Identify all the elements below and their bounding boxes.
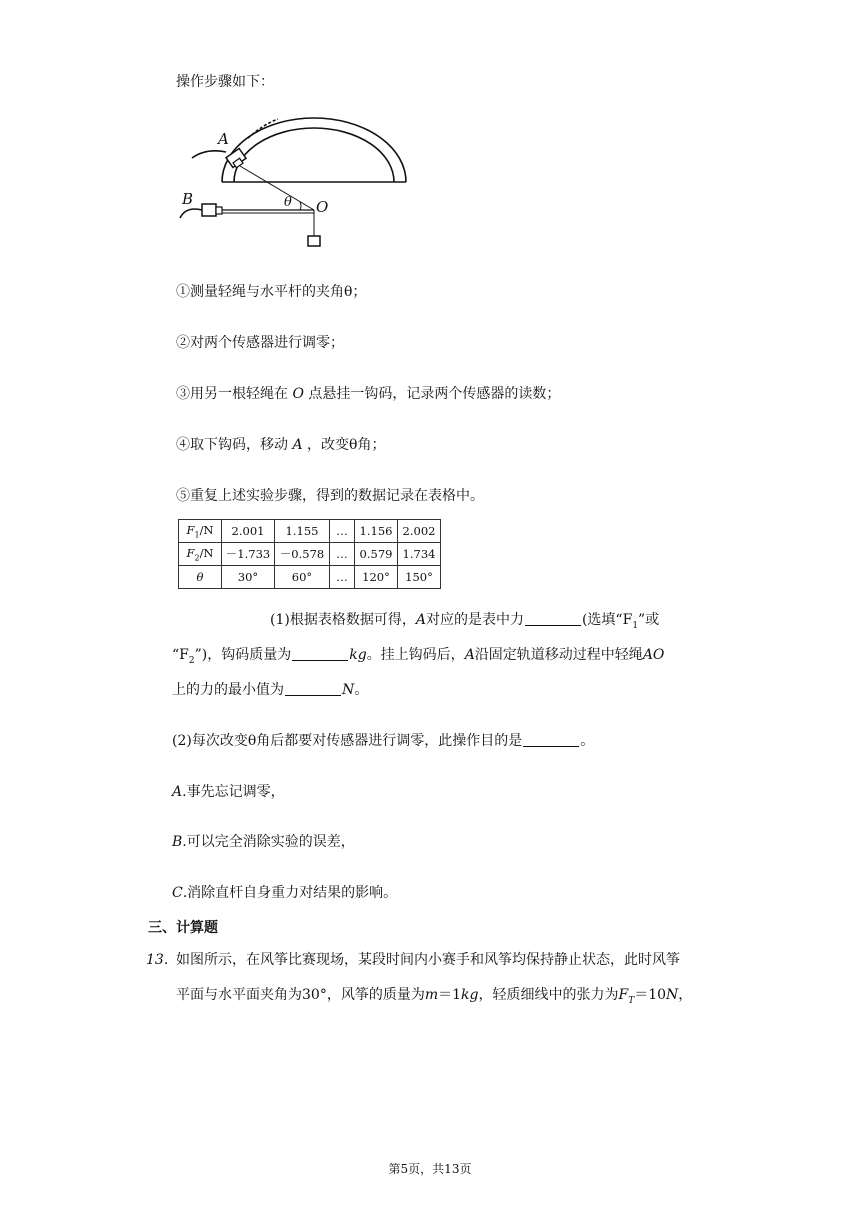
- label-a: A: [218, 130, 229, 148]
- table-cell: 150°: [398, 566, 441, 589]
- answer-blank[interactable]: [525, 611, 581, 626]
- step-2: ②对两个传感器进行调零；: [176, 335, 344, 351]
- table-cell: …: [330, 566, 355, 589]
- sensor-a: [226, 148, 246, 167]
- q2-option-c: C.消除直杆自身重力对结果的影响。: [172, 885, 398, 901]
- step-4: ④取下钩码，移动 A ，改变θ角；: [176, 437, 386, 453]
- table-row-theta: [179, 566, 441, 589]
- q1-line-3: 上的力的最小值为 N。: [172, 682, 369, 698]
- cable-a: [192, 151, 226, 158]
- q13-number: 13.: [146, 952, 169, 968]
- q2-option-b: B.可以完全消除实验的误差，: [172, 834, 355, 850]
- table-cell: 2.001: [222, 520, 275, 543]
- hook-weight: [308, 236, 320, 246]
- apparatus-diagram: [176, 108, 408, 250]
- section-title: 三、计算题: [148, 920, 218, 936]
- row-label-theta: θ: [179, 566, 222, 589]
- table-cell: 1.734: [398, 543, 441, 566]
- answer-blank[interactable]: [523, 732, 579, 747]
- q13-line-1: 如图所示，在风筝比赛现场，某段时间内小赛手和风筝均保持静止状态，此时风筝: [176, 952, 680, 968]
- inner-arc: [234, 128, 394, 182]
- table-cell: －1.733: [222, 543, 275, 566]
- theta-arc: [300, 202, 301, 210]
- q1-line-2: “$F_2$”)，钩码质量为 kg。挂上钩码后，A沿固定轨道移动过程中轻绳AO: [172, 647, 665, 666]
- q2-option-a: A.事先忘记调零，: [172, 784, 285, 800]
- label-o: O: [316, 198, 329, 216]
- table-cell: 0.579: [355, 543, 398, 566]
- answer-blank[interactable]: [285, 681, 341, 696]
- table-cell: 2.002: [398, 520, 441, 543]
- table-cell: 1.156: [355, 520, 398, 543]
- label-theta: θ: [284, 195, 292, 210]
- data-table: [178, 519, 441, 589]
- sensor-b: [202, 204, 222, 216]
- table-row-f2: [179, 543, 441, 566]
- intro-text: 操作步骤如下：: [176, 74, 274, 90]
- q13-line-2: 平面与水平面夹角为30°，风筝的质量为m＝1kg，轻质细线中的张力为$F_T=10N$，: [176, 987, 693, 1006]
- row-label-f2: $F_2/N$: [179, 543, 222, 566]
- cable-b: [180, 209, 202, 218]
- experiment-figure: [176, 108, 408, 250]
- table-row-f1: [179, 520, 441, 543]
- table-cell: …: [330, 543, 355, 566]
- step-5: ⑤重复上述实验步骤，得到的数据记录在表格中。: [176, 488, 484, 504]
- table-cell: 120°: [355, 566, 398, 589]
- page-footer: 第5页，共13页: [388, 1162, 472, 1176]
- step-3: ③用另一根轻绳在 O 点悬挂一钩码，记录两个传感器的读数；: [176, 386, 561, 402]
- table-cell: …: [330, 520, 355, 543]
- q2-text: (2)每次改变θ角后都要对传感器进行调零，此操作目的是 。: [172, 733, 595, 749]
- step-1: ①测量轻绳与水平杆的夹角θ；: [176, 284, 367, 300]
- table-cell: 30°: [222, 566, 275, 589]
- row-label-f1: $F_1/N$: [179, 520, 222, 543]
- label-b: B: [182, 190, 194, 208]
- table-cell: 60°: [275, 566, 330, 589]
- rope-ao: [240, 166, 314, 210]
- answer-blank[interactable]: [292, 646, 348, 661]
- table-cell: 1.155: [275, 520, 330, 543]
- q1-line-1: (1)根据表格数据可得，A对应的是表中力 (选填“$F_1$”或: [270, 612, 660, 631]
- table-cell: －0.578: [275, 543, 330, 566]
